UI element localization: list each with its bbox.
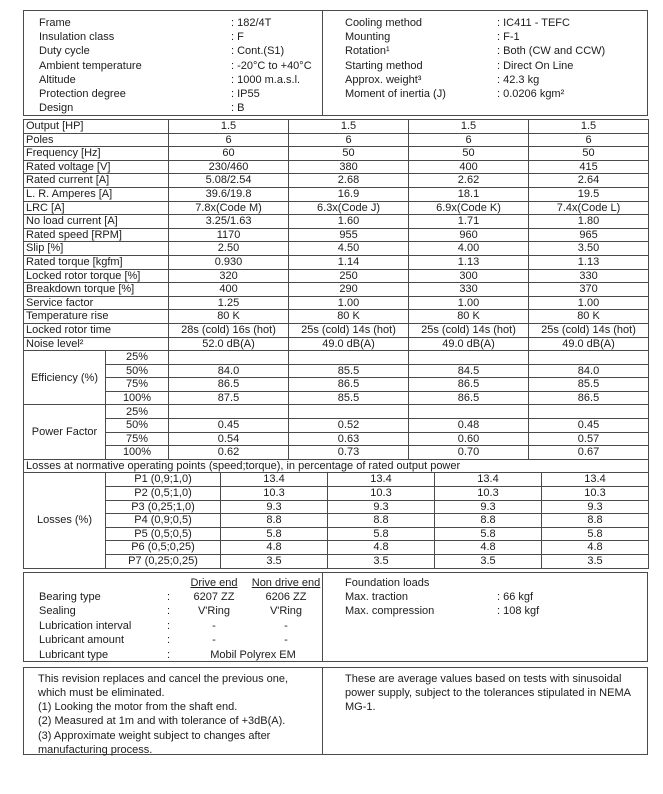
info-row xyxy=(345,73,647,87)
power_factor-section-label: Power Factor xyxy=(24,405,106,459)
cell-value: 290 xyxy=(289,283,409,297)
table-row xyxy=(24,541,649,555)
cell-value: 86.5 xyxy=(289,378,409,392)
cell-value: 50 xyxy=(289,147,409,161)
table-row xyxy=(24,147,649,161)
row-label: Service factor xyxy=(24,296,169,310)
bearing-row xyxy=(39,633,322,647)
non-drive-end-header: Non drive end xyxy=(251,576,321,589)
motor-info-right xyxy=(323,11,647,115)
table-row xyxy=(24,419,649,433)
cell-value: 87.5 xyxy=(169,391,289,405)
table-row xyxy=(24,283,649,297)
bearing-label: Lubricant amount xyxy=(39,634,124,647)
cell-value: 49.0 dB(A) xyxy=(409,337,529,351)
cell-value: 1.5 xyxy=(289,120,409,134)
load-percent-label: 100% xyxy=(106,446,169,460)
note-line: This revision replaces and cancel the previous one, which must be eliminated. xyxy=(38,672,289,699)
cell-value: 86.5 xyxy=(529,391,649,405)
row-label: Locked rotor time xyxy=(24,323,169,337)
operating-point-label: P2 (0,5;1,0) xyxy=(106,487,221,501)
row-label: Rated voltage [V] xyxy=(24,160,169,174)
cell-value: 80 K xyxy=(289,310,409,324)
table-row xyxy=(24,174,649,188)
cell-value: 9.3 xyxy=(221,500,328,514)
table-row xyxy=(24,527,649,541)
cell-value: 80 K xyxy=(409,310,529,324)
cell-value: 0.60 xyxy=(409,432,529,446)
cell-value xyxy=(289,405,409,419)
row-label: Temperature rise xyxy=(24,310,169,324)
info-value: : 1000 m.a.s.l. xyxy=(231,73,301,86)
cell-value: 0.63 xyxy=(289,432,409,446)
info-value: : F-1 xyxy=(497,31,520,44)
row-label: Breakdown torque [%] xyxy=(24,283,169,297)
cell-value: 13.4 xyxy=(221,473,328,487)
cell-value: 1.00 xyxy=(529,296,649,310)
info-label: Ambient temperature xyxy=(39,59,142,72)
cell-value: 8.8 xyxy=(328,514,435,528)
table-row xyxy=(24,187,649,201)
cell-value: 300 xyxy=(409,269,529,283)
cell-value: 320 xyxy=(169,269,289,283)
info-label: Rotation¹ xyxy=(345,45,390,58)
load-percent-label: 50% xyxy=(106,364,169,378)
motor-info-panel xyxy=(23,10,648,116)
cell-value: 6 xyxy=(409,133,529,147)
cell-value: 1170 xyxy=(169,228,289,242)
cell-value xyxy=(409,351,529,365)
info-row xyxy=(345,16,647,30)
cell-value: 0.67 xyxy=(529,446,649,460)
cell-value: 380 xyxy=(289,160,409,174)
datasheet-content xyxy=(23,10,648,755)
info-value: : Direct On Line xyxy=(497,59,574,72)
info-row xyxy=(345,87,647,101)
foundation-row xyxy=(345,604,647,618)
info-row xyxy=(39,59,322,73)
cell-value: 230/460 xyxy=(169,160,289,174)
cell-value: 0.57 xyxy=(529,432,649,446)
table-row xyxy=(24,133,649,147)
cell-value: 16.9 xyxy=(289,187,409,201)
cell-value: 80 K xyxy=(529,310,649,324)
cell-value: 0.62 xyxy=(169,446,289,460)
cell-value: 85.5 xyxy=(289,391,409,405)
cell-value: 0.45 xyxy=(169,419,289,433)
cell-value: 2.68 xyxy=(289,174,409,188)
info-label: Protection degree xyxy=(39,88,126,101)
bearing-label: Sealing xyxy=(39,605,76,618)
cell-value: 955 xyxy=(289,228,409,242)
cell-value: 60 xyxy=(169,147,289,161)
losses-table xyxy=(23,459,649,569)
cell-value: 960 xyxy=(409,228,529,242)
cell-value: 86.5 xyxy=(169,378,289,392)
non-drive-end-value: 6206 ZZ xyxy=(265,591,307,603)
table-row xyxy=(24,446,649,460)
cell-value: 80 K xyxy=(169,310,289,324)
cell-value: 9.3 xyxy=(435,500,542,514)
cell-value: 3.5 xyxy=(435,555,542,569)
row-label: Noise level² xyxy=(24,337,169,351)
cell-value: 7.4x(Code L) xyxy=(529,201,649,215)
info-value: : 42.3 kg xyxy=(497,73,540,86)
cell-value: 5.8 xyxy=(542,527,649,541)
cell-value: 2.62 xyxy=(409,174,529,188)
foundation-loads-title: Foundation loads xyxy=(345,576,430,589)
table-row xyxy=(24,255,649,269)
bearing-label: Bearing type xyxy=(39,591,101,603)
tolerance-notes xyxy=(323,668,647,754)
cell-value: 9.3 xyxy=(328,500,435,514)
info-value: : 0.0206 kgm² xyxy=(497,88,565,101)
cell-value xyxy=(529,405,649,419)
table-row xyxy=(24,473,649,487)
cell-value: 85.5 xyxy=(289,364,409,378)
row-label: Slip [%] xyxy=(24,242,169,256)
row-label: LRC [A] xyxy=(24,201,169,215)
cell-value: 25s (cold) 14s (hot) xyxy=(409,323,529,337)
table-row xyxy=(24,296,649,310)
info-value: : Both (CW and CCW) xyxy=(497,45,606,58)
note-line: (3) Approximate weight subject to changes after manufacturing process. xyxy=(38,729,271,757)
table-row xyxy=(24,310,649,324)
cell-value: 1.25 xyxy=(169,296,289,310)
cell-value: 4.8 xyxy=(542,541,649,555)
cell-value xyxy=(169,351,289,365)
cell-value xyxy=(529,351,649,365)
bearing-value-span: Mobil Polyrex EM xyxy=(210,648,296,661)
cell-value: 0.73 xyxy=(289,446,409,460)
cell-value: 50 xyxy=(409,147,529,161)
info-value: : IC411 - TEFC xyxy=(497,17,570,29)
info-value: : Cont.(S1) xyxy=(231,45,285,58)
cell-value: 3.5 xyxy=(542,555,649,569)
info-value: : -20°C to +40°C xyxy=(231,59,312,72)
row-label: Rated current [A] xyxy=(24,174,169,188)
table-row xyxy=(24,160,649,174)
cell-value: 39.6/19.8 xyxy=(169,187,289,201)
table-row xyxy=(24,487,649,501)
non-drive-end-value: - xyxy=(284,619,288,632)
info-label: Approx. weight³ xyxy=(345,73,422,86)
info-value: : B xyxy=(231,102,245,115)
row-label: L. R. Amperes [A] xyxy=(24,187,169,201)
cell-value: 86.5 xyxy=(409,391,529,405)
load-percent-label: 75% xyxy=(106,378,169,392)
cell-value: 4.00 xyxy=(409,242,529,256)
performance-table xyxy=(23,119,649,460)
cell-value: 0.45 xyxy=(529,419,649,433)
foundation-value: : 108 kgf xyxy=(497,605,540,618)
cell-value: 6 xyxy=(169,133,289,147)
cell-value: 1.80 xyxy=(529,215,649,229)
colon: : xyxy=(167,648,171,661)
cell-value: 0.70 xyxy=(409,446,529,460)
load-percent-label: 25% xyxy=(106,405,169,419)
cell-value: 6 xyxy=(289,133,409,147)
cell-value: 3.50 xyxy=(529,242,649,256)
table-row xyxy=(24,432,649,446)
bearing-label: Lubrication interval xyxy=(39,619,132,632)
operating-point-label: P3 (0,25;1,0) xyxy=(106,500,221,514)
table-row xyxy=(24,555,649,569)
foundation-rows xyxy=(345,590,647,619)
info-row xyxy=(345,44,647,58)
info-label: Insulation class xyxy=(39,31,115,44)
colon: : xyxy=(167,591,171,603)
info-value: : 182/4T xyxy=(231,17,272,29)
row-label: Rated torque [kgfm] xyxy=(24,255,169,269)
table-row xyxy=(24,391,649,405)
cell-value: 0.48 xyxy=(409,419,529,433)
table-row xyxy=(24,405,649,419)
revision-notes xyxy=(24,668,323,757)
cell-value: 25s (cold) 14s (hot) xyxy=(289,323,409,337)
info-label: Starting method xyxy=(345,59,423,72)
foundation-label: Max. traction xyxy=(345,591,408,603)
cell-value: 3.5 xyxy=(328,555,435,569)
operating-point-label: P4 (0,9;0,5) xyxy=(106,514,221,528)
cell-value: 85.5 xyxy=(529,378,649,392)
cell-value: 4.8 xyxy=(328,541,435,555)
info-value: : IP55 xyxy=(231,88,260,101)
table-row xyxy=(24,323,649,337)
info-value: : F xyxy=(231,31,244,44)
load-percent-label: 25% xyxy=(106,351,169,365)
table-row xyxy=(24,201,649,215)
cell-value: 50 xyxy=(529,147,649,161)
info-row xyxy=(39,87,322,101)
bearing-row xyxy=(39,604,322,618)
bearing-row xyxy=(39,619,322,633)
cell-value: 415 xyxy=(529,160,649,174)
table-row xyxy=(24,351,649,365)
cell-value: 1.71 xyxy=(409,215,529,229)
drive-end-value: - xyxy=(212,634,216,647)
load-percent-label: 100% xyxy=(106,391,169,405)
info-row xyxy=(345,59,647,73)
drive-end-value: V'Ring xyxy=(197,605,231,618)
cell-value: 1.5 xyxy=(169,120,289,134)
info-label: Moment of inertia (J) xyxy=(345,88,446,101)
colon: : xyxy=(167,619,171,632)
cell-value: 6.9x(Code K) xyxy=(409,201,529,215)
cell-value: 10.3 xyxy=(328,487,435,501)
note-line: These are average values based on tests with sinusoidal power supply, subject to the tolerances stipulated in NEMA MG-1. xyxy=(345,672,631,714)
table-row xyxy=(24,364,649,378)
notes-panel xyxy=(23,667,648,755)
info-row xyxy=(39,44,322,58)
efficiency-section-label: Efficiency (%) xyxy=(24,351,106,405)
operating-point-label: P1 (0,9;1,0) xyxy=(106,473,221,487)
cell-value: 13.4 xyxy=(328,473,435,487)
info-label: Mounting xyxy=(345,31,391,44)
cell-value: 330 xyxy=(409,283,529,297)
info-label: Cooling method xyxy=(345,17,423,29)
bearing-label xyxy=(39,576,167,590)
table-row xyxy=(24,228,649,242)
cell-value: 400 xyxy=(409,160,529,174)
load-percent-label: 75% xyxy=(106,432,169,446)
cell-value: 3.5 xyxy=(221,555,328,569)
cell-value: 330 xyxy=(529,269,649,283)
cell-value: 84.0 xyxy=(529,364,649,378)
cell-value: 6.3x(Code J) xyxy=(289,201,409,215)
cell-value: 370 xyxy=(529,283,649,297)
table-row xyxy=(24,242,649,256)
cell-value: 1.00 xyxy=(289,296,409,310)
info-label: Frame xyxy=(39,17,71,29)
cell-value: 400 xyxy=(169,283,289,297)
cell-value: 5.8 xyxy=(435,527,542,541)
info-label: Duty cycle xyxy=(39,45,90,58)
cell-value: 5.8 xyxy=(221,527,328,541)
colon xyxy=(167,576,181,590)
table-row xyxy=(24,337,649,351)
cell-value: 52.0 dB(A) xyxy=(169,337,289,351)
cell-value: 1.5 xyxy=(529,120,649,134)
info-row xyxy=(39,73,322,87)
table-row xyxy=(24,269,649,283)
cell-value: 5.8 xyxy=(328,527,435,541)
cell-value: 7.8x(Code M) xyxy=(169,201,289,215)
cell-value: 965 xyxy=(529,228,649,242)
info-label: Design xyxy=(39,102,74,115)
cell-value: 25s (cold) 14s (hot) xyxy=(529,323,649,337)
cell-value: 4.8 xyxy=(435,541,542,555)
row-label: Output [HP] xyxy=(24,120,169,134)
info-label: Altitude xyxy=(39,73,76,86)
cell-value: 2.64 xyxy=(529,174,649,188)
cell-value: 86.5 xyxy=(409,378,529,392)
bearing-panel xyxy=(24,573,323,661)
cell-value: 250 xyxy=(289,269,409,283)
cell-value: 1.00 xyxy=(409,296,529,310)
foundation-row xyxy=(345,590,647,604)
table-row xyxy=(24,378,649,392)
note-line: (1) Looking the motor from the shaft end. xyxy=(38,701,238,714)
bearing-label: Lubricant type xyxy=(39,648,109,661)
cell-value: 8.8 xyxy=(435,514,542,528)
colon: : xyxy=(167,605,171,618)
cell-value: 1.5 xyxy=(409,120,529,134)
cell-value: 28s (cold) 16s (hot) xyxy=(169,323,289,337)
table-row xyxy=(24,500,649,514)
colon: : xyxy=(167,634,171,647)
cell-value: 13.4 xyxy=(542,473,649,487)
row-label: Rated speed [RPM] xyxy=(24,228,169,242)
motor-info-left xyxy=(24,11,323,115)
cell-value xyxy=(169,405,289,419)
cell-value: 8.8 xyxy=(542,514,649,528)
info-row xyxy=(39,101,322,115)
cell-value: 1.14 xyxy=(289,255,409,269)
non-drive-end-value: V'Ring xyxy=(269,605,303,618)
info-row xyxy=(39,16,322,30)
cell-value: 8.8 xyxy=(221,514,328,528)
cell-value: 1.60 xyxy=(289,215,409,229)
cell-value: 13.4 xyxy=(435,473,542,487)
drive-end-value: 6207 ZZ xyxy=(193,591,235,603)
cell-value: 84.5 xyxy=(409,364,529,378)
cell-value: 0.930 xyxy=(169,255,289,269)
foundation-loads-panel xyxy=(323,573,647,661)
table-row xyxy=(24,459,649,473)
cell-value: 18.1 xyxy=(409,187,529,201)
cell-value: 6 xyxy=(529,133,649,147)
cell-value: 4.50 xyxy=(289,242,409,256)
cell-value: 19.5 xyxy=(529,187,649,201)
losses-section-label: Losses (%) xyxy=(24,473,106,568)
table-row xyxy=(24,514,649,528)
row-label: No load current [A] xyxy=(24,215,169,229)
row-label: Locked rotor torque [%] xyxy=(24,269,169,283)
row-label: Frequency [Hz] xyxy=(24,147,169,161)
cell-value: 4.8 xyxy=(221,541,328,555)
bearing-row xyxy=(39,576,322,590)
cell-value: 1.13 xyxy=(529,255,649,269)
cell-value: 9.3 xyxy=(542,500,649,514)
drive-end-header: Drive end xyxy=(190,576,238,589)
losses-section-header: Losses at normative operating points (speed;torque), in percentage of rated output power xyxy=(24,459,649,473)
cell-value: 0.52 xyxy=(289,419,409,433)
bearing-foundation-panel xyxy=(23,572,648,662)
row-label: Poles xyxy=(24,133,169,147)
info-row xyxy=(39,30,322,44)
cell-value: 10.3 xyxy=(435,487,542,501)
operating-point-label: P5 (0,5;0,5) xyxy=(106,527,221,541)
operating-point-label: P7 (0,25;0,25) xyxy=(106,555,221,569)
table-row xyxy=(24,215,649,229)
load-percent-label: 50% xyxy=(106,419,169,433)
foundation-value: : 66 kgf xyxy=(497,591,534,603)
cell-value: 0.54 xyxy=(169,432,289,446)
bearing-row xyxy=(39,648,322,662)
cell-value: 3.25/1.63 xyxy=(169,215,289,229)
cell-value: 1.13 xyxy=(409,255,529,269)
cell-value: 10.3 xyxy=(542,487,649,501)
info-row xyxy=(345,30,647,44)
table-row xyxy=(24,120,649,134)
foundation-label: Max. compression xyxy=(345,605,435,618)
note-line: (2) Measured at 1m and with tolerance of +3dB(A). xyxy=(38,715,286,728)
cell-value: 10.3 xyxy=(221,487,328,501)
cell-value xyxy=(289,351,409,365)
cell-value: 49.0 dB(A) xyxy=(289,337,409,351)
operating-point-label: P6 (0,5;0,25) xyxy=(106,541,221,555)
bearing-row xyxy=(39,590,322,604)
cell-value: 49.0 dB(A) xyxy=(529,337,649,351)
cell-value xyxy=(409,405,529,419)
cell-value: 5.08/2.54 xyxy=(169,174,289,188)
drive-end-value: - xyxy=(212,619,216,632)
cell-value: 2.50 xyxy=(169,242,289,256)
non-drive-end-value: - xyxy=(284,634,288,647)
cell-value: 84.0 xyxy=(169,364,289,378)
